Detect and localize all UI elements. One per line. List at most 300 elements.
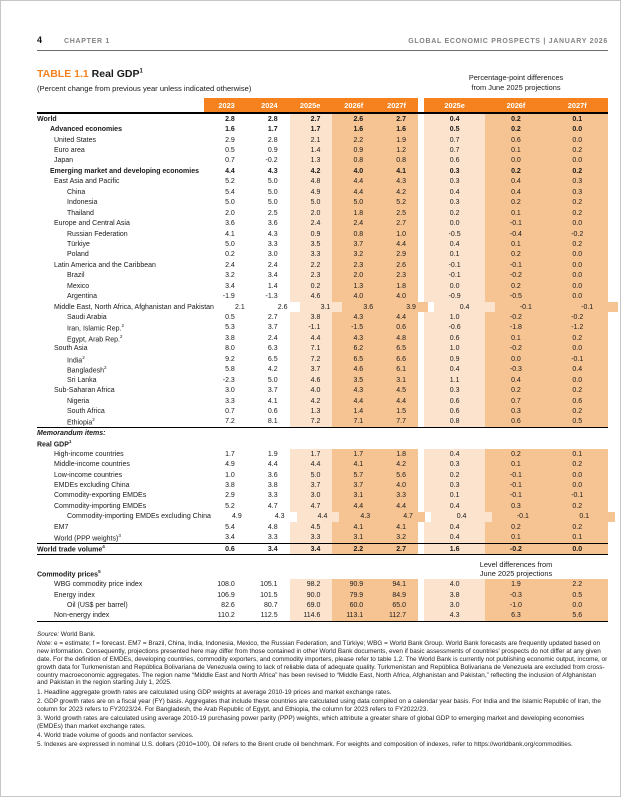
footnote-4: 4. World trade volume of goods and nonfactor services.	[37, 732, 194, 740]
pp-differences-note-line1: Percentage-point differences	[468, 73, 564, 83]
value-cell: 0.6	[225, 545, 235, 553]
diff-cell: 0.4	[424, 533, 485, 543]
row-label: Saudi Arabia	[67, 314, 107, 322]
diff-cell: 0.5	[424, 124, 485, 134]
value-cell: 3.3	[290, 533, 333, 543]
value-cell: 3.0	[225, 387, 235, 395]
value-cell: 1.4	[332, 406, 375, 416]
value-cell: 4.2	[375, 187, 418, 197]
table-row	[37, 323, 608, 333]
row-label: East Asia and Pacific	[54, 178, 120, 186]
row-label: South Asia	[54, 345, 88, 353]
value-cell: -0.2	[265, 157, 278, 165]
row-label: South Africa	[67, 407, 105, 415]
value-cell: 0.9	[332, 145, 375, 155]
table-row	[37, 156, 608, 166]
source-text: World Bank.	[59, 631, 96, 639]
value-cell: 2.9	[225, 136, 235, 144]
value-cell: 2.2	[332, 544, 375, 554]
diff-cell: 0.3	[485, 501, 546, 511]
value-cell: 69.0	[290, 600, 333, 610]
value-cell: 4.4	[290, 333, 333, 343]
value-cell: 3.7	[290, 365, 333, 375]
footnote-ref: 2	[103, 365, 107, 371]
value-cell: 114.6	[290, 611, 333, 621]
value-cell: 65.0	[375, 600, 418, 610]
value-cell: 3.4	[225, 534, 235, 542]
value-cell: 1.3	[290, 406, 333, 416]
row-label: Argentina	[67, 293, 97, 301]
value-cell: 4.5	[290, 522, 333, 532]
diff-cell: 1.0	[424, 312, 485, 322]
value-cell: 2.7	[267, 314, 278, 322]
row-label: Commodity prices$^5$	[37, 569, 101, 579]
table-row	[37, 406, 608, 416]
table-row	[37, 590, 608, 600]
diff-cell: 2.2	[547, 579, 608, 589]
value-cell: 1.6	[225, 126, 235, 134]
diff-cell: -0.2	[547, 229, 608, 239]
source-lead: Source:	[37, 631, 60, 639]
value-cell: 4.6	[290, 375, 333, 385]
value-cell: 3.0	[267, 251, 278, 259]
diff-cell: 0.0	[485, 354, 546, 364]
row-label: Bangladesh$^2$	[67, 365, 107, 375]
row-label: WBG commodity price index	[54, 581, 143, 589]
table-row	[37, 124, 608, 134]
value-cell: 0.5	[225, 147, 235, 155]
diff-cell: 0.0	[424, 281, 485, 291]
table-row	[37, 291, 608, 301]
diff-cell: -0.5	[424, 229, 485, 239]
diff-cell: 1.1	[424, 375, 485, 385]
row-label: World trade volume$^4$	[37, 544, 105, 554]
value-cell: 3.3	[267, 534, 278, 542]
value-cell: 4.9	[290, 187, 333, 197]
source-note	[37, 631, 608, 639]
row-label: Iran, Islamic Rep.$^2$	[67, 323, 125, 333]
diff-cell: 0.4	[424, 501, 485, 511]
diff-cell: 0.0	[547, 250, 608, 260]
value-cell: 112.7	[375, 611, 418, 621]
value-cell: 5.3	[225, 324, 235, 332]
row-label: Ethiopia$^2$	[67, 417, 95, 427]
diff-cell: -0.1	[547, 354, 608, 364]
diff-cell: 0.1	[485, 239, 546, 249]
value-cell: 101.5	[260, 591, 278, 599]
value-cell: 1.9	[267, 450, 278, 458]
row-label: China	[67, 188, 86, 196]
table-notes	[37, 631, 608, 749]
table-row	[37, 239, 608, 249]
value-cell: 3.1	[375, 375, 418, 385]
diff-cell: 0.0	[547, 271, 608, 281]
diff-col-2025e: 2025e	[424, 98, 485, 112]
value-cell: 3.3	[375, 491, 418, 501]
value-cell: 60.0	[332, 600, 375, 610]
footnote-ref: 3	[118, 533, 121, 539]
row-label: Poland	[67, 251, 89, 259]
diff-cell: 0.1	[547, 114, 608, 124]
value-cell: 2.6	[375, 260, 418, 270]
diff-cell: 0.9	[424, 354, 485, 364]
diff-cell: 0.0	[547, 375, 608, 385]
real-gdp-table	[37, 98, 608, 622]
diff-cell: -0.1	[485, 491, 546, 501]
value-cell: 2.1	[235, 303, 245, 311]
value-cell: 94.1	[375, 579, 418, 589]
value-cell: 4.4	[375, 396, 418, 406]
diff-cell: 0.4	[431, 512, 492, 522]
level-differences-note	[424, 560, 608, 578]
value-cell: 1.3	[290, 156, 333, 166]
diff-cell: 0.2	[485, 281, 546, 291]
value-cell: 5.0	[225, 240, 235, 248]
value-cell: 2.2	[290, 260, 333, 270]
table-body	[37, 114, 608, 622]
footnote-1: 1. Headline aggregate growth rates are calculated using GDP weights at average 2010-19 prices and market exchange rates.	[37, 688, 392, 696]
value-cell: 5.0	[267, 199, 278, 207]
value-cell: 4.4	[332, 501, 375, 511]
value-cell: 7.1	[290, 344, 333, 354]
row-label: Advanced economies	[50, 126, 122, 134]
diff-cell: 0.0	[485, 156, 546, 166]
diff-cell: -1.0	[485, 600, 546, 610]
value-cell: 7.2	[290, 417, 333, 427]
table-number: TABLE 1.1	[37, 68, 89, 80]
diff-cell: 4.3	[424, 611, 485, 621]
value-cell: 2.3	[290, 271, 333, 281]
row-label: Euro area	[54, 147, 85, 155]
diff-cell: 3.0	[424, 600, 485, 610]
diff-cell: 0.1	[424, 491, 485, 501]
value-cell: 4.2	[290, 396, 333, 406]
value-cell: 113.1	[332, 611, 375, 621]
value-cell: 4.3	[339, 512, 382, 522]
diff-cell: 0.3	[424, 385, 485, 395]
footnote-ref: 4	[102, 544, 105, 550]
note-lead: Note:	[37, 640, 53, 648]
row-label: EMDEs excluding China	[54, 482, 130, 490]
col-2025e: 2025e	[290, 98, 333, 112]
value-cell: 106.9	[217, 591, 235, 599]
value-cell: 3.7	[290, 480, 333, 490]
value-cell: -1.1	[290, 323, 333, 333]
row-label: Oil (US$ per barrel)	[67, 601, 128, 609]
diff-cell: 0.0	[547, 281, 608, 291]
diff-cell: -1.8	[485, 323, 546, 333]
value-cell: 3.2	[375, 533, 418, 543]
row-label: Real GDP$^1$	[37, 439, 72, 449]
row-label: Brazil	[67, 272, 85, 280]
value-cell: -1.3	[265, 293, 278, 301]
footnote-ref: 2	[82, 354, 85, 360]
table-row	[37, 512, 608, 522]
diff-cell: 0.2	[547, 501, 608, 511]
diff-cell: 0.1	[424, 250, 485, 260]
value-cell: 5.0	[332, 198, 375, 208]
value-cell: 1.0	[225, 471, 235, 479]
value-cell: 4.8	[290, 177, 333, 187]
diff-cell: 0.2	[424, 470, 485, 480]
diff-cell: 0.7	[424, 135, 485, 145]
diff-cell: -0.6	[424, 323, 485, 333]
diff-cell: 0.0	[547, 600, 608, 610]
page-number: 4	[37, 35, 43, 45]
value-cell: 0.7	[225, 407, 235, 415]
diff-cell: -0.4	[485, 229, 546, 239]
value-cell: 2.7	[375, 114, 418, 124]
diff-cell: 0.0	[547, 344, 608, 354]
diff-cell: 0.2	[485, 124, 546, 134]
value-cell: 2.9	[375, 250, 418, 260]
footnote-ref: 1	[68, 439, 72, 445]
row-label: Non-energy index	[54, 612, 110, 620]
value-cell: 3.7	[332, 480, 375, 490]
diff-cell: 0.2	[485, 385, 546, 395]
value-cell: 2.8	[267, 115, 278, 123]
value-cell: 4.0	[290, 385, 333, 395]
diff-cell: 0.2	[485, 449, 546, 459]
value-cell: 105.1	[260, 581, 278, 589]
value-cell: 3.4	[267, 545, 278, 553]
row-label: Low-income countries	[54, 471, 123, 479]
table-row	[37, 145, 608, 155]
value-cell: 1.8	[332, 208, 375, 218]
diff-cell: 4.0	[424, 579, 485, 589]
value-cell: 3.3	[290, 250, 333, 260]
row-label: Egypt, Arab Rep.$^2$	[67, 333, 123, 344]
value-cell: 2.3	[375, 271, 418, 281]
value-cell: 8.0	[225, 345, 235, 353]
value-cell: 3.4	[290, 544, 333, 554]
pp-differences-note-line2: from June 2025 projections	[471, 82, 561, 92]
value-cell: 2.4	[267, 261, 278, 269]
row-label: World	[37, 115, 57, 123]
table-row	[37, 365, 608, 375]
value-cell: 1.8	[375, 449, 418, 459]
diff-cell: 3.8	[424, 590, 485, 600]
value-cell: 3.8	[290, 312, 333, 322]
value-cell: 4.4	[375, 501, 418, 511]
value-cell: 90.0	[290, 590, 333, 600]
diff-cell: 0.4	[485, 375, 546, 385]
table-row	[37, 208, 608, 218]
table-title-footnote-ref: 1	[139, 68, 143, 75]
value-cell: 4.3	[375, 177, 418, 187]
value-cell: 4.4	[375, 239, 418, 249]
value-cell: 3.7	[267, 387, 278, 395]
diff-cell: 0.2	[547, 459, 608, 469]
value-cell: 3.5	[290, 239, 333, 249]
value-cell: 4.2	[375, 459, 418, 469]
value-cell: 3.4	[225, 282, 235, 290]
diff-cell: 0.0	[547, 544, 608, 554]
value-cell: 1.7	[290, 449, 333, 459]
level-differences-note-line2: June 2025 projections	[479, 569, 553, 579]
value-cell: 1.7	[332, 449, 375, 459]
diff-cell: 0.2	[485, 522, 546, 532]
footnote-ref: 2	[92, 417, 95, 423]
value-cell: 4.6	[332, 365, 375, 375]
row-label: Latin America and the Caribbean	[54, 261, 156, 269]
value-cell: 0.5	[225, 314, 235, 322]
value-cell: 3.4	[267, 272, 278, 280]
value-cell: 1.3	[332, 281, 375, 291]
diff-cell: -0.2	[485, 344, 546, 354]
value-cell: 4.4	[332, 187, 375, 197]
value-cell: 5.6	[375, 470, 418, 480]
value-cell: 7.2	[290, 354, 333, 364]
diff-cell: 0.6	[424, 406, 485, 416]
diff-cell: 0.6	[485, 135, 546, 145]
diff-cell: -0.2	[485, 544, 546, 554]
diff-cell: 0.1	[485, 533, 546, 543]
value-cell: 3.8	[225, 334, 235, 342]
value-cell: 3.2	[332, 250, 375, 260]
value-cell: 0.9	[290, 229, 333, 239]
row-label: Commodity-importing EMDEs excluding China	[67, 513, 211, 521]
value-cell: 4.4	[297, 512, 340, 522]
running-header	[37, 35, 608, 45]
diff-cell: -0.3	[485, 590, 546, 600]
value-cell: 4.1	[332, 522, 375, 532]
diff-cell: 6.3	[485, 611, 546, 621]
diff-cell: 0.3	[424, 198, 485, 208]
value-cell: 0.8	[332, 156, 375, 166]
value-cell: 6.5	[332, 354, 375, 364]
diff-cell: 0.4	[424, 449, 485, 459]
table-row	[37, 114, 608, 124]
table-row	[37, 229, 608, 239]
value-cell: 2.6	[332, 114, 375, 124]
value-cell: 1.4	[290, 145, 333, 155]
diff-cell: 0.2	[547, 406, 608, 416]
diff-cell: 0.0	[547, 470, 608, 480]
value-cell: 4.4	[267, 461, 278, 469]
value-cell: 3.7	[332, 239, 375, 249]
value-cell: 2.0	[290, 208, 333, 218]
value-cell: 5.7	[332, 470, 375, 480]
row-label: Europe and Central Asia	[54, 220, 130, 228]
value-cell: 6.2	[332, 344, 375, 354]
diff-cell: 0.4	[424, 187, 485, 197]
value-cell: 0.9	[267, 147, 278, 155]
table-title	[37, 68, 424, 80]
value-cell: 3.0	[290, 491, 333, 501]
row-label: Thailand	[67, 209, 94, 217]
table-row	[37, 385, 608, 395]
value-cell: 4.1	[375, 522, 418, 532]
value-cell: 2.4	[332, 218, 375, 228]
table-row	[37, 344, 608, 354]
table-row	[37, 177, 608, 187]
value-cell: 2.8	[267, 136, 278, 144]
col-2027f: 2027f	[375, 98, 418, 112]
footnote-2: 2. GDP growth rates are on a fiscal year (FY) basis. Aggregates that include these countries are calculated using data compiled on a calendar year basis. For India and the Islamic Republic of Iran, the column for 2023 refers to FY2023/24. For Bangladesh, the Arab Republic of Egypt, and Ethiopia, the column for 2023 refers to FY2022/23.	[37, 698, 601, 713]
diff-cell: -0.3	[485, 365, 546, 375]
row-label: Japan	[54, 157, 74, 165]
diff-cell: 0.2	[424, 208, 485, 218]
value-cell: 4.8	[267, 523, 278, 531]
col-2024: 2024	[247, 98, 290, 112]
general-note	[37, 640, 608, 687]
diff-cell: -0.2	[485, 271, 546, 281]
diff-cell: -0.1	[485, 260, 546, 270]
value-cell: 3.3	[267, 240, 278, 248]
diff-cell: 0.6	[424, 333, 485, 343]
value-cell: 5.2	[375, 198, 418, 208]
value-cell: 90.9	[332, 579, 375, 589]
diff-cell: -1.2	[547, 323, 608, 333]
value-cell: 1.2	[375, 145, 418, 155]
value-cell: 112.5	[260, 612, 278, 620]
value-cell: 4.9	[232, 513, 242, 521]
row-label: Emerging market and developing economies	[50, 167, 199, 175]
diff-cell: -0.2	[547, 312, 608, 322]
value-cell: 2.0	[332, 271, 375, 281]
diff-cell: 0.4	[485, 187, 546, 197]
footnote-5: 5. Indexes are expressed in nominal U.S. dollars (2010=100). Oil refers to the Brent crude oil benchmark. For weights and composition of indexes, refer to https://worldbank.org/commodities.	[37, 741, 573, 749]
value-cell: 6.1	[375, 365, 418, 375]
diff-cell: 0.4	[424, 114, 485, 124]
row-label: Middle East, North Africa, Afghanistan and Pakistan	[54, 303, 214, 311]
value-cell: 1.9	[375, 135, 418, 145]
value-cell: 2.9	[225, 492, 235, 500]
value-cell: 4.2	[290, 166, 333, 176]
diff-cell: -0.1	[485, 470, 546, 480]
value-cell: 2.7	[375, 544, 418, 554]
table-row	[37, 522, 608, 532]
value-cell: 1.6	[332, 124, 375, 134]
table-row	[37, 271, 608, 281]
table-row	[37, 187, 608, 197]
value-cell: 4.3	[332, 385, 375, 395]
table-row	[37, 218, 608, 228]
diff-cell: 0.1	[547, 533, 608, 543]
row-label: Commodity-exporting EMDEs	[54, 492, 147, 500]
row-label: United States	[54, 136, 97, 144]
value-cell: 4.5	[375, 385, 418, 395]
table-name: Real GDP	[91, 68, 140, 80]
value-cell: 0.7	[225, 157, 235, 165]
section-header-row	[37, 439, 608, 449]
diff-cell: 0.1	[554, 512, 615, 522]
value-cell: 5.0	[290, 198, 333, 208]
value-cell: 7.2	[225, 418, 235, 426]
diff-cell: 0.1	[485, 459, 546, 469]
value-cell: 84.9	[375, 590, 418, 600]
table-title-block	[37, 68, 608, 93]
value-cell: 2.3	[332, 260, 375, 270]
value-cell: 5.0	[267, 188, 278, 196]
level-differences-note-line1: Level differences from	[479, 559, 553, 569]
value-cell: 2.8	[225, 115, 235, 123]
col-2023: 2023	[204, 98, 247, 112]
table-row	[37, 417, 608, 427]
diff-cell: 0.1	[485, 145, 546, 155]
row-label: Commodity-importing EMDEs	[54, 502, 147, 510]
diff-cell: -0.1	[492, 512, 553, 522]
diff-cell: -0.5	[485, 291, 546, 301]
value-cell: 3.8	[267, 482, 278, 490]
diff-cell: 0.2	[547, 385, 608, 395]
value-cell: 1.6	[375, 124, 418, 134]
diff-cell: 0.2	[547, 522, 608, 532]
value-cell: 79.9	[332, 590, 375, 600]
value-cell: 5.4	[225, 523, 235, 531]
value-cell: 3.6	[267, 220, 278, 228]
